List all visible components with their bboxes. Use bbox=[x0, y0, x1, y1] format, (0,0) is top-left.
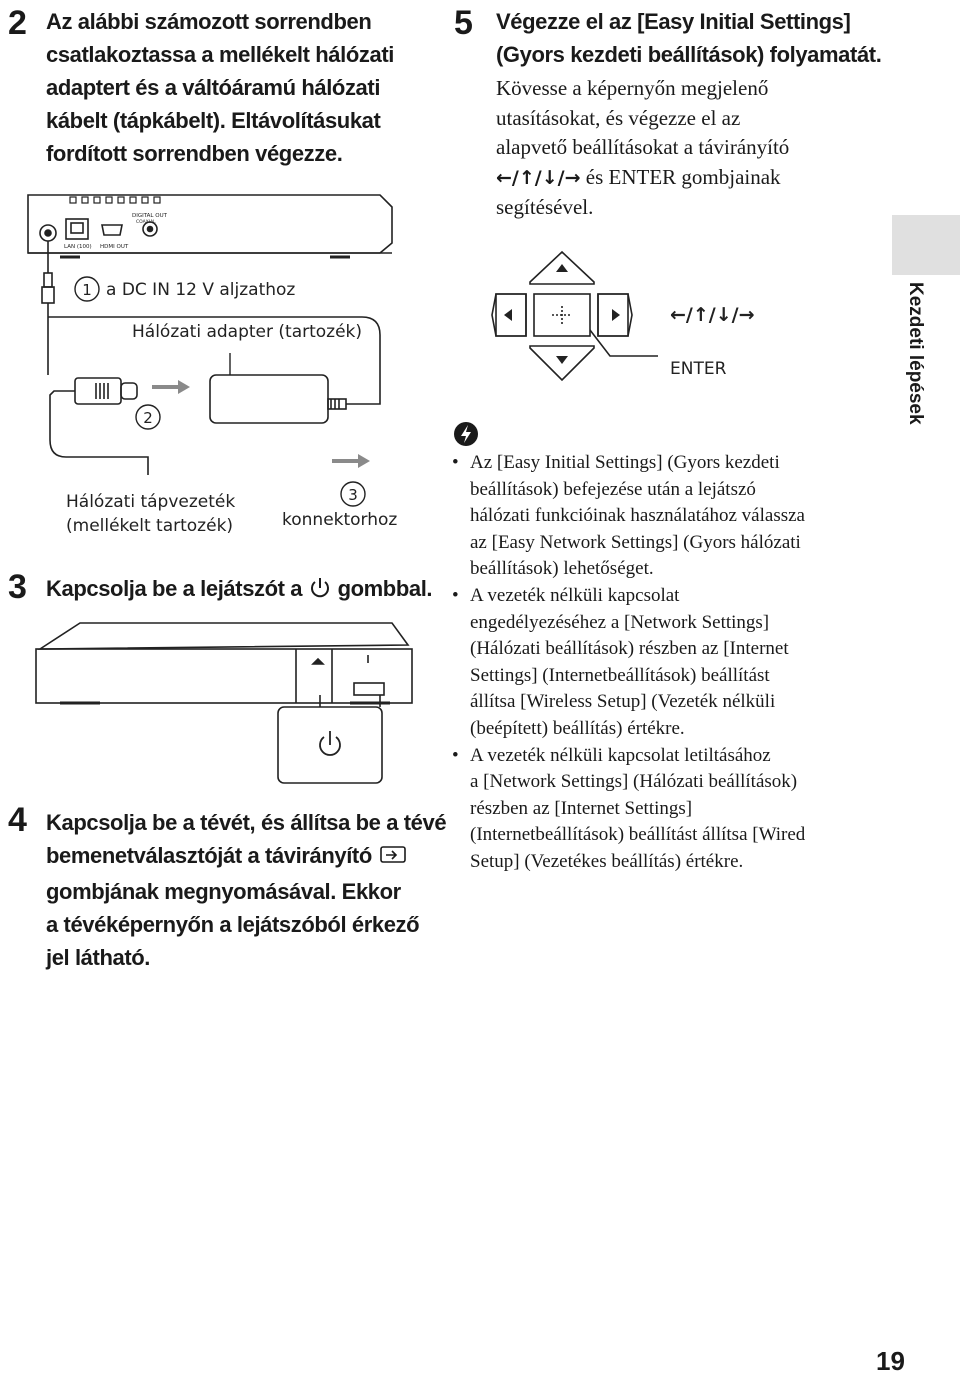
input-select-icon bbox=[378, 842, 408, 875]
connection-diagram-art bbox=[0, 185, 440, 555]
step-5-body-line bbox=[496, 163, 896, 194]
tip-line: (Hálózati beállítások) részben az [Internet bbox=[470, 638, 789, 660]
step-5-body-line: alapvető beállításokat a távirányító bbox=[496, 135, 790, 159]
dc-plug bbox=[42, 241, 54, 375]
step-4-number: 4 bbox=[8, 801, 27, 839]
tip-line: (Internetbeállítások) beállítást állítsa [Wired bbox=[470, 824, 806, 846]
step-3-heading bbox=[46, 572, 436, 609]
tip-item bbox=[452, 583, 882, 743]
power-icon bbox=[308, 576, 332, 609]
step-5-heading bbox=[496, 5, 896, 71]
step-4-line: jel látható. bbox=[46, 945, 150, 970]
callout-1-label: a DC IN 12 V aljzathoz bbox=[106, 280, 296, 300]
tip-line: • A vezeték nélküli kapcsolat bbox=[470, 584, 680, 606]
keypad-enter-label: ENTER bbox=[670, 359, 727, 379]
power-cord-label: Hálózati tápvezeték bbox=[66, 492, 236, 512]
tip-line: hálózati funkcióinak használatához válassza bbox=[470, 505, 805, 527]
remote-keypad-diagram bbox=[490, 248, 810, 393]
outlet-label: konnektorhoz bbox=[282, 510, 398, 530]
step-2-line: Az alábbi számozott sorrendben bbox=[46, 9, 372, 34]
player-front-diagram bbox=[20, 615, 420, 790]
step-2-line: fordított sorrendben végezze. bbox=[46, 141, 343, 166]
arrow-icon bbox=[152, 380, 370, 468]
tip-line: Settings] (Internetbeállítások) beállítást bbox=[470, 664, 770, 686]
tip-line: beállítások) befejezése után a lejátszó bbox=[470, 478, 756, 500]
page-number: 19 bbox=[876, 1346, 905, 1376]
chapter-side-tab bbox=[892, 215, 960, 275]
step-3-text: Kapcsolja be a lejátszót a bbox=[46, 576, 308, 601]
step-5-body bbox=[496, 74, 896, 223]
rear-label-lan: LAN (100) bbox=[64, 244, 92, 250]
tip-item bbox=[452, 743, 882, 876]
tip-line: engedélyezéséhez a [Network Settings] bbox=[470, 611, 770, 633]
step-2-line: csatlakoztassa a mellékelt hálózati bbox=[46, 42, 394, 67]
step-3-number: 3 bbox=[8, 568, 27, 606]
tip-item bbox=[452, 450, 882, 583]
tip-line: (beépített) beállítás) értékre. bbox=[470, 717, 685, 739]
step-5-head-line: (Gyors kezdeti beállítások) folyamatát. bbox=[496, 42, 882, 67]
arrow-keys-label: ←/↑/↓/→ bbox=[496, 166, 581, 189]
step-2-heading bbox=[46, 5, 436, 170]
step-4-line bbox=[46, 839, 436, 875]
rear-label-hdmi: HDMI OUT bbox=[100, 244, 129, 250]
step-5-head-line: Végezze el az [Easy Initial Settings] bbox=[496, 9, 851, 34]
tip-line: • A vezeték nélküli kapcsolat letiltásához bbox=[470, 744, 771, 766]
step-4-text: bemenetválasztóját a távirányító bbox=[46, 843, 378, 868]
tip-line: • Az [Easy Initial Settings] (Gyors kezdeti bbox=[470, 452, 780, 473]
callout-1 bbox=[75, 277, 99, 301]
tips-list bbox=[452, 450, 882, 876]
tip-line: a [Network Settings] (Hálózati beállítások) bbox=[470, 771, 798, 793]
power-cord-label: (mellékelt tartozék) bbox=[66, 516, 234, 536]
step-4-line: Kapcsolja be a tévét, és állítsa be a tévé bbox=[46, 810, 447, 835]
tip-line: az [Easy Network Settings] (Gyors hálózati bbox=[470, 531, 801, 553]
step-5-body-line: segítésével. bbox=[496, 195, 594, 219]
svg-text:1: 1 bbox=[82, 281, 92, 299]
step-5-body-line: utasításokat, és végezze el az bbox=[496, 105, 741, 130]
step-3-text: gombbal. bbox=[331, 576, 433, 601]
tip-line: állítsa [Wireless Setup] (Vezeték nélküli bbox=[470, 691, 776, 713]
mains-plug bbox=[75, 378, 137, 404]
svg-text:3: 3 bbox=[348, 486, 358, 504]
step-4-line: a tévéképernyőn a lejátszóból érkező bbox=[46, 912, 420, 937]
callout-3 bbox=[341, 482, 365, 506]
step-2-line: adaptert és a váltóáramú hálózati bbox=[46, 75, 381, 100]
rear-label-coaxial: COAXIAL bbox=[136, 220, 156, 225]
step-5-number: 5 bbox=[454, 4, 473, 42]
tip-line: beállítások) lehetőséget. bbox=[470, 558, 654, 580]
step-4-heading bbox=[46, 806, 447, 974]
hint-icon bbox=[452, 420, 480, 448]
callout-2 bbox=[136, 405, 160, 429]
tip-line: részben az [Internet Settings] bbox=[470, 797, 693, 819]
chapter-side-tab-label: Kezdeti lépések bbox=[905, 282, 926, 425]
power-button-icon bbox=[320, 731, 340, 755]
step-5-body-line: Kövesse a képernyőn megjelenő bbox=[496, 76, 769, 100]
tip-line: Setup] (Vezetékes beállítás) értékre. bbox=[470, 850, 744, 872]
rear-label-digital-out: DIGITAL OUT bbox=[132, 213, 167, 219]
step-4-line: gombjának megnyomásával. Ekkor bbox=[46, 879, 401, 904]
svg-text:2: 2 bbox=[143, 409, 153, 427]
step-5-body-text: és ENTER gombjainak bbox=[580, 164, 781, 189]
adapter-label: Hálózati adapter (tartozék) bbox=[132, 322, 363, 342]
keypad-arrows-label: ←/↑/↓/→ bbox=[670, 304, 755, 326]
step-2-line: kábelt (tápkábelt). Eltávolításukat bbox=[46, 108, 381, 133]
step-2-number: 2 bbox=[8, 4, 27, 42]
connection-diagram bbox=[0, 185, 440, 555]
